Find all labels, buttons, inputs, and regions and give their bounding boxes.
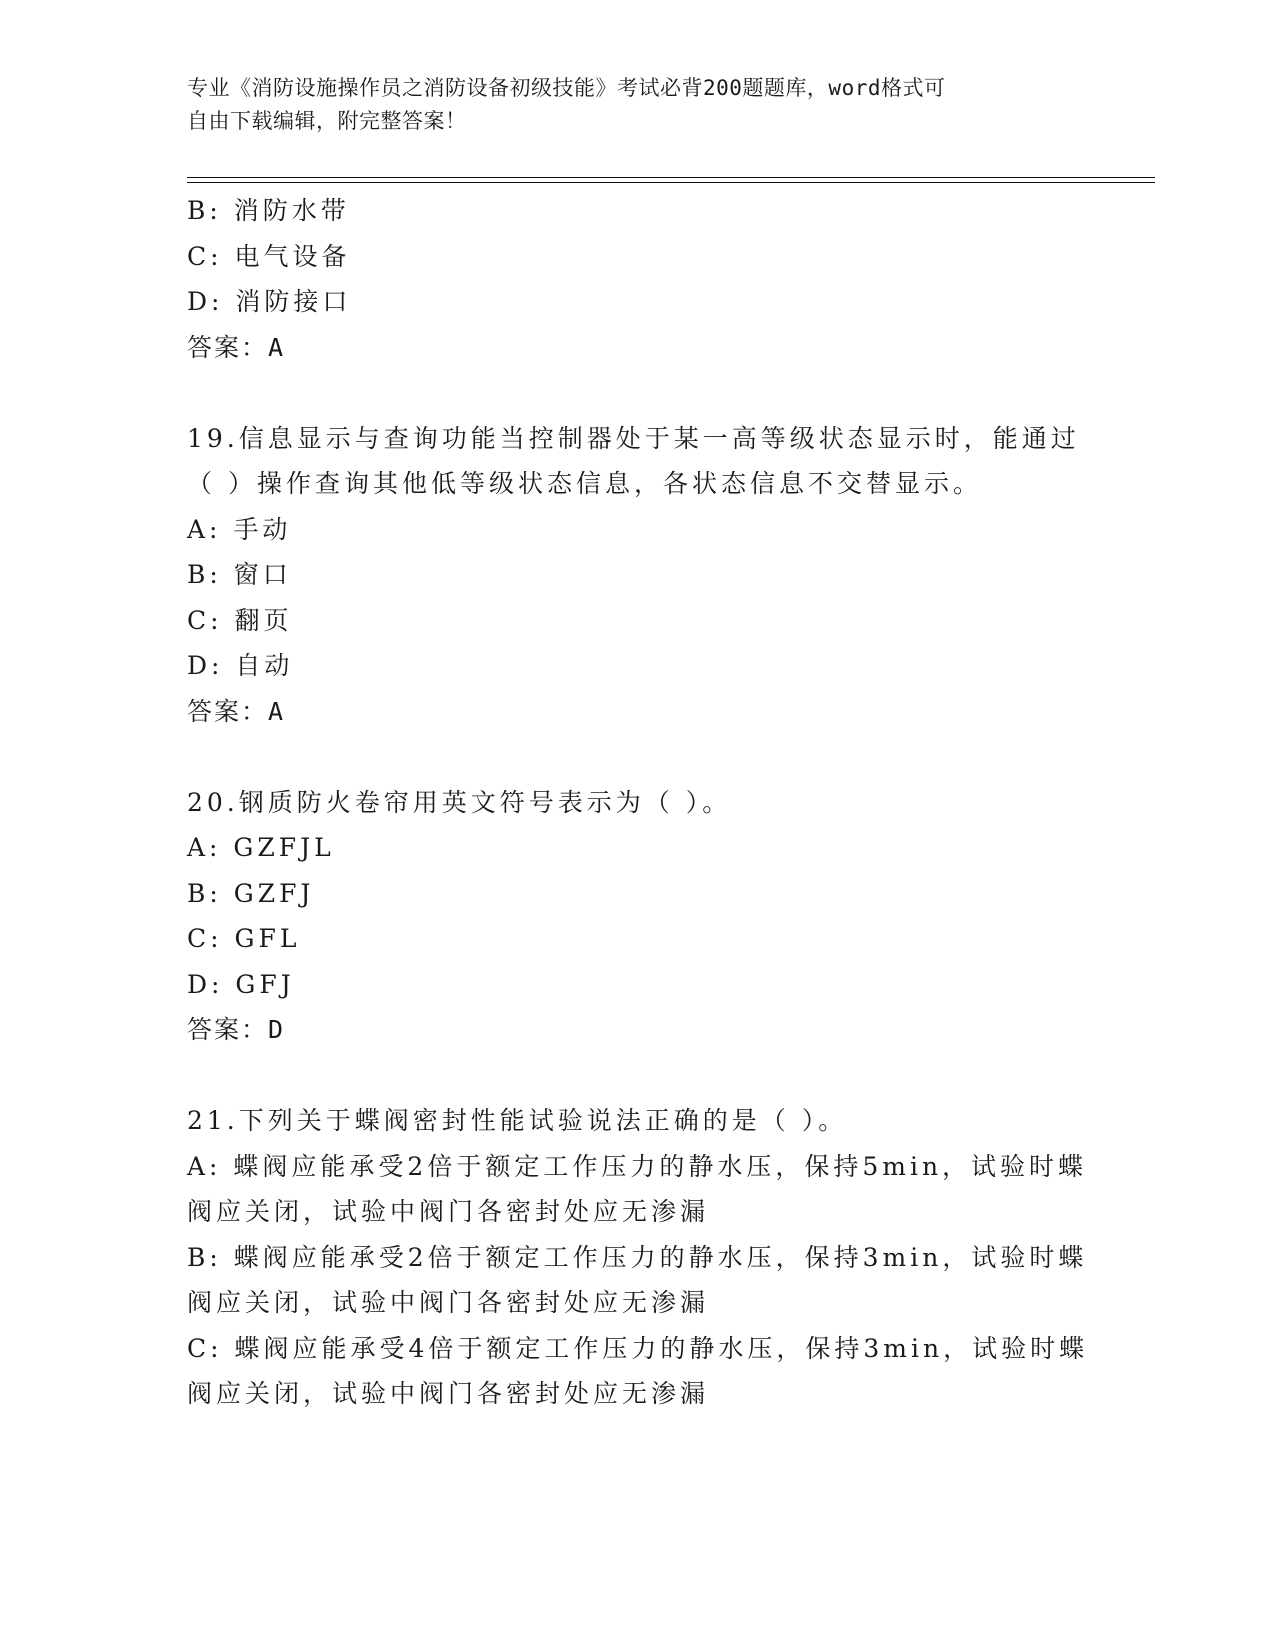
option-d: D: 消防接口	[187, 287, 352, 316]
option-b: B: 消防水带	[187, 196, 350, 225]
document-header	[187, 72, 1067, 138]
option-a: A: GZFJL	[187, 833, 335, 862]
answer: 答案：A	[187, 332, 286, 362]
option-c: C: 蝶阀应能承受4倍于额定工作压力的静水压，保持3min，试验时蝶	[187, 1333, 1089, 1363]
option-b-continued: 阀应关闭，试验中阀门各密封处应无渗漏	[187, 1288, 710, 1317]
answer: 答案：A	[187, 696, 286, 726]
question-content	[187, 188, 1087, 1417]
header-line-2: 自由下载编辑，附完整答案！	[187, 109, 467, 133]
spacer	[187, 734, 1087, 780]
option-c: C: 翻页	[187, 605, 293, 635]
option-b: B: GZFJ	[187, 878, 315, 908]
option-d: D: GFJ	[187, 969, 295, 999]
spacer	[187, 370, 1087, 416]
spacer	[187, 1053, 1087, 1099]
question-stem-continued: （ ）操作查询其他低等级状态信息，各状态信息不交替显示。	[187, 469, 982, 498]
question-stem: 21.下列关于蝶阀密封性能试验说法正确的是（ ）。	[187, 1106, 848, 1135]
option-c: C: GFL	[187, 924, 301, 953]
option-b: B: 蝶阀应能承受2倍于额定工作压力的静水压，保持3min，试验时蝶	[187, 1242, 1088, 1272]
question-stem: 19.信息显示与查询功能当控制器处于某一高等级状态显示时，能通过	[187, 423, 1080, 453]
option-a: A: 蝶阀应能承受2倍于额定工作压力的静水压，保持5min，试验时蝶	[187, 1151, 1088, 1181]
answer: 答案：D	[187, 1015, 286, 1044]
question-stem: 20.钢质防火卷帘用英文符号表示为（ ）。	[187, 787, 732, 817]
option-c: C: 电气设备	[187, 241, 351, 271]
header-divider-bottom	[187, 182, 1155, 183]
option-b: B: 窗口	[187, 560, 292, 589]
header-line-1: 专业《消防设施操作员之消防设备初级技能》考试必背200题题库，word格式可	[187, 76, 946, 100]
option-a: A: 手动	[187, 514, 292, 544]
question-18-continued	[187, 188, 1087, 370]
option-a-continued: 阀应关闭，试验中阀门各密封处应无渗漏	[187, 1197, 710, 1226]
question-21	[187, 1098, 1087, 1417]
option-c-continued: 阀应关闭，试验中阀门各密封处应无渗漏	[187, 1379, 710, 1408]
option-d: D: 自动	[187, 651, 294, 680]
question-19	[187, 416, 1087, 735]
header-divider-top	[187, 177, 1155, 178]
question-20	[187, 780, 1087, 1053]
